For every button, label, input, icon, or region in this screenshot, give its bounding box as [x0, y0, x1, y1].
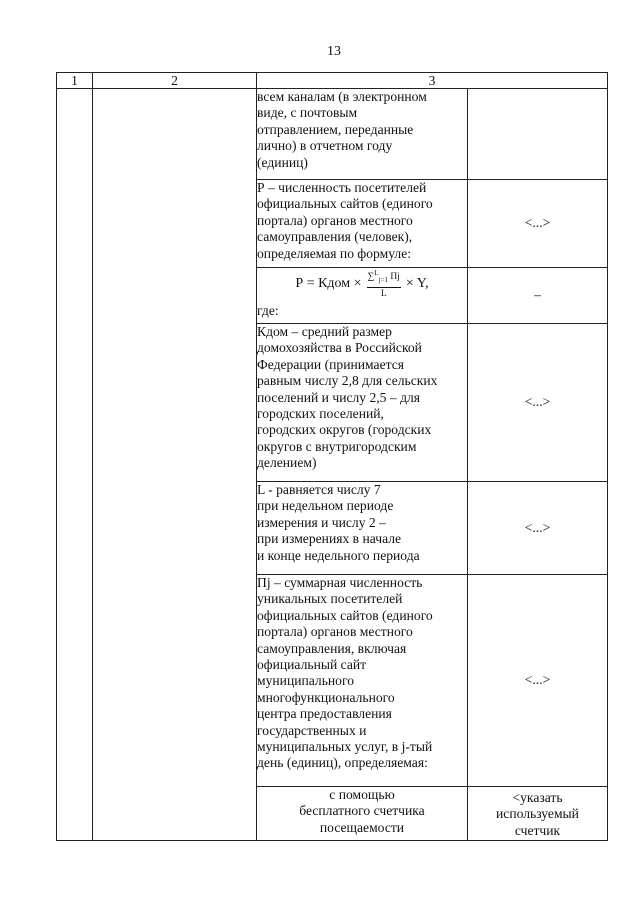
row-value: <...> [468, 324, 608, 482]
page-number: 13 [327, 44, 341, 59]
formula [257, 268, 467, 300]
row-value: <...> [468, 482, 608, 575]
col2-cell [93, 89, 257, 841]
row-value [468, 89, 608, 180]
header-col-1: 1 [57, 73, 93, 89]
row-value: <...> [468, 575, 608, 787]
table-header-row [57, 73, 608, 89]
row-text: Р – численность посетителей официальных сайтов (единого портала) органов местного самоуправления (человек), определяемая по формуле: [257, 180, 468, 268]
formula-lhs: Р = Кдом × [295, 275, 362, 291]
row-text: Кдом – средний размер домохозяйства в Российской Федерации (принимается равным числу 2,8 для сельских поселений и числу 2,5 – для городских поселений, городских округов (городских округов с внутригородским делением) [257, 324, 468, 482]
formula-fraction [367, 268, 401, 300]
formula-cell [257, 268, 468, 324]
row-value: – [468, 268, 608, 324]
formula-numerator [367, 268, 401, 288]
sum-term: Пj [388, 272, 400, 283]
row-value: <указать используемый счетчик [468, 787, 608, 841]
row-value: <...> [468, 180, 608, 268]
row-text: с помощью бесплатного счетчика посещаемости [257, 787, 468, 841]
formula-denominator: L [380, 289, 387, 300]
indicator-table [56, 72, 608, 841]
row-text: L - равняется числу 7 при недельном периоде измерения и числу 2 – при измерениях в начале и конце недельного периода [257, 482, 468, 575]
row-text: всем каналам (в электронном виде, с почтовым отправлением, переданные лично) в отчетном году (единиц) [257, 89, 468, 180]
table-row [57, 89, 608, 180]
header-col-3: 3 [257, 73, 608, 89]
col1-cell [57, 89, 93, 841]
row-text: Пj – суммарная численность уникальных посетителей официальных сайтов (единого портала) органов местного самоуправления, включая официальный сайт муниципального многофункционального центра предоставления государственных и муниципальных услуг, в j-тый день (единиц), определяемая: [257, 575, 468, 787]
sum-lower: j=1 [378, 276, 389, 285]
formula-rhs: × Y, [405, 275, 429, 291]
header-col-2: 2 [93, 73, 257, 89]
where-label: где: [257, 303, 279, 319]
sum-symbol: ∑ [367, 272, 375, 283]
sum-upper: L [374, 269, 379, 277]
